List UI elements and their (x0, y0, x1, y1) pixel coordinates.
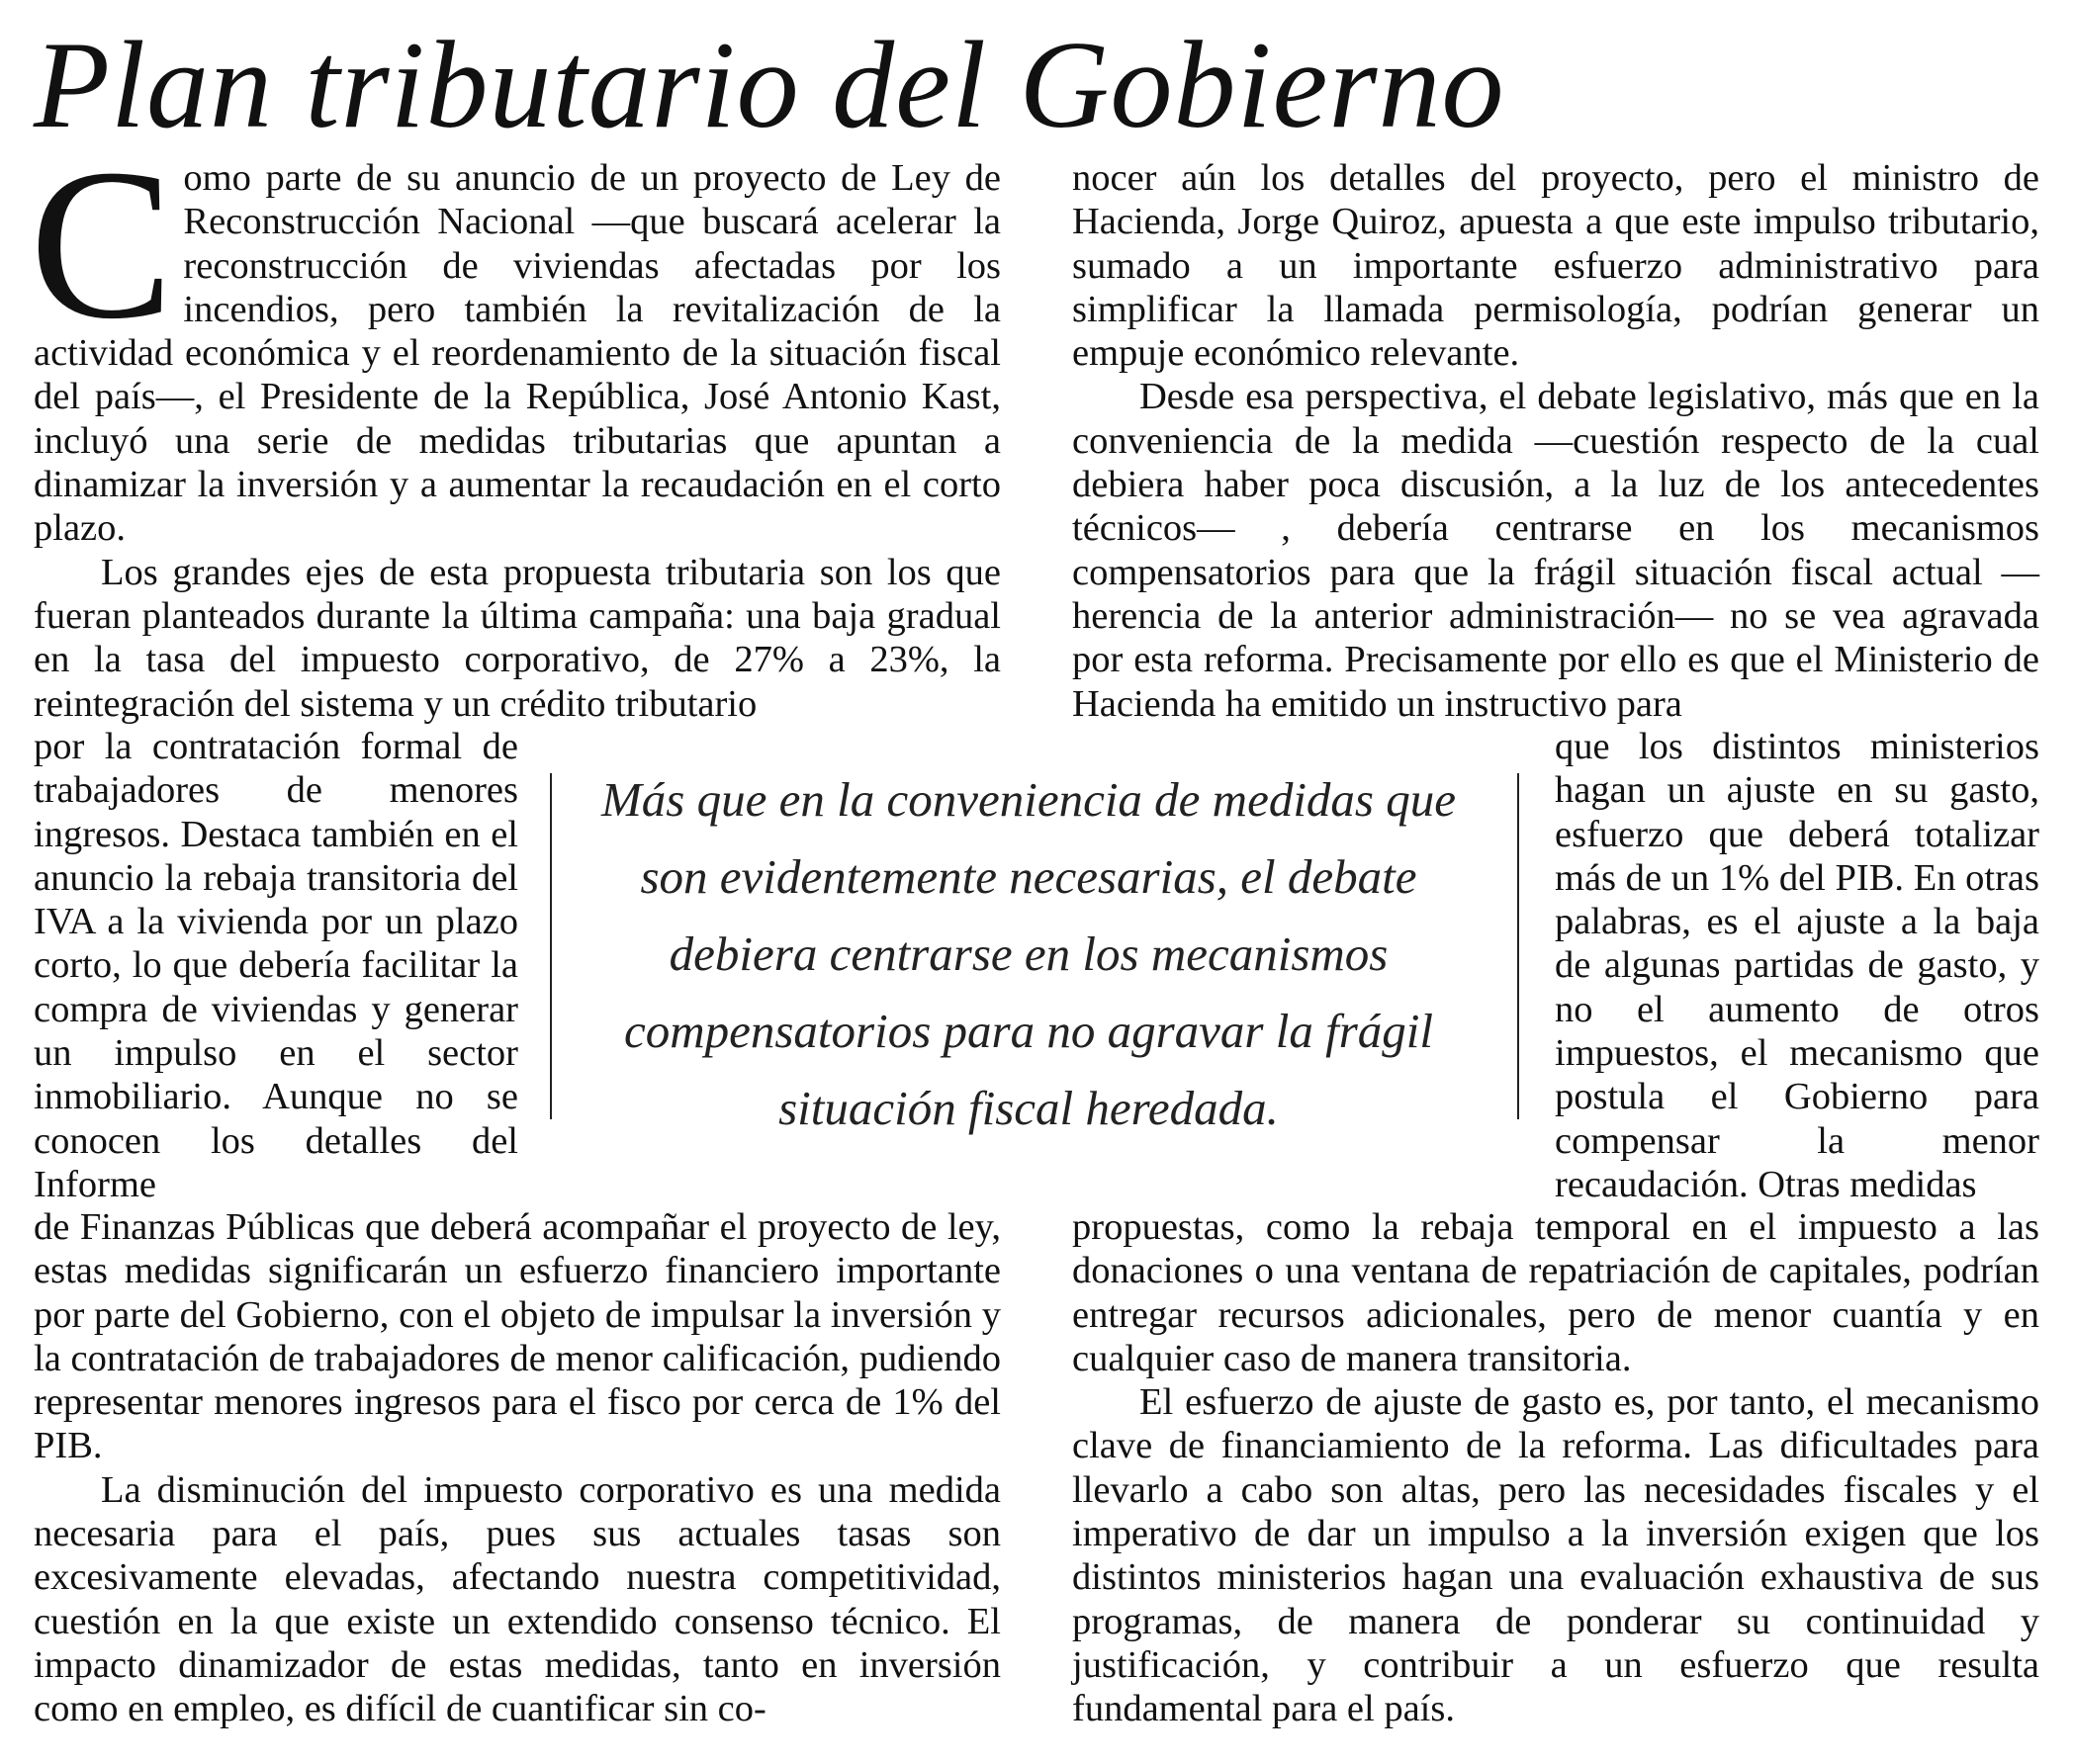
paragraph-2-rest: de Finanzas Públicas que deberá acompañar el proyecto de ley, estas medidas significarán un esfuerzo financiero importante por parte del Gobierno, con el objeto de impulsar la inversión y la contratación de trabajadores de menor calificación, pudiendo representar menores ingresos para el fisco por cerca de 1% del PIB. (34, 1206, 1001, 1467)
right-column-bottom (1072, 1205, 2039, 1731)
left-column-bottom (34, 1205, 1001, 1731)
left-column-top (30, 126, 1001, 726)
pull-quote: Más que en la conveniencia de medidas que son evidentemente necesarias, el debate debiera centrarse en los mecanismos compensatorios para no agravar la frágil situación fiscal heredada. (600, 772, 1457, 1135)
paragraph-1 (30, 126, 1001, 551)
pull-quote-left-rule (550, 773, 552, 1119)
right-paragraph-2-start: Desde esa perspectiva, el debate legislativo, más que en la conveniencia de la medida —cuestión respecto de la cual debiera haber poca discusión, a la luz de los antecedentes técnicos— , debería centrarse en los mecanismos compensatorios para que la frágil situación fiscal actual —herencia de la anterior administración— no se vea agravada por esta reforma. Precisamente por ello es que el Ministerio de Hacienda ha emitido un instructivo para (1072, 376, 2039, 725)
paragraph-2-narrow: por la contratación formal de trabajadores de menores ingresos. Destaca también en el anuncio la rebaja transitoria del IVA a la vivienda por un plazo corto, lo que debería facilitar la compra de viviendas y generar un impulso en el sector inmobiliario. Aunque no se conocen los detalles del Informe (34, 726, 518, 1205)
paragraph-2-start: Los grandes ejes de esta propuesta tributaria son los que fueran planteados durante la última campaña: una baja gradual en la tasa del impuesto corporativo, de 27% a 23%, la reintegración del sistema y un crédito tributario (34, 551, 1001, 725)
paragraph-1-text: omo parte de su anuncio de un proyecto de Ley de Reconstrucción Nacional —que buscará acelerar la reconstrucción de viviendas afectadas por los incendios, pero también la revitalización de la actividad económica y el reordenamiento de la situación fiscal del país—, el Presidente de la República, José Antonio Kast, incluyó una serie de medidas tributarias que apuntan a dinamizar la inversión y a aumentar la recaudación en el corto plazo. (34, 157, 1001, 550)
article-title: Plan tributario del Gobierno (34, 17, 1505, 154)
pull-quote-right-rule (1517, 773, 1519, 1119)
paragraph-3: La disminución del impuesto corporativo es una medida necesaria para el país, pues sus actuales tasas son excesivamente elevadas, afectando nuestra competitividad, cuestión en la que existe un extendido consenso técnico. El impacto dinamizador de estas medidas, tanto en inversión como en empleo, es difícil de cuantificar sin co- (34, 1468, 1001, 1730)
right-paragraph-1: nocer aún los detalles del proyecto, pero el ministro de Hacienda, Jorge Quiroz, apuesta a que este impulso tributario, sumado a un importante esfuerzo administrativo para simplificar la llamada permisología, podrían generar un empuje económico relevante. (1072, 157, 2039, 375)
right-paragraph-2-narrow: que los distintos ministerios hagan un ajuste en su gasto, esfuerzo que deberá totalizar más de un 1% del PIB. En otras palabras, es el ajuste a la baja de algunas partidas de gasto, y no el aumento de otros impuestos, el mecanismo que postula el Gobierno para compensar la menor recaudación. Otras medidas (1555, 726, 2039, 1205)
drop-cap: C (30, 126, 174, 364)
right-column-narrow (1555, 725, 2039, 1206)
right-column-top (1072, 156, 2039, 726)
right-paragraph-3: El esfuerzo de ajuste de gasto es, por tanto, el mecanismo clave de financiamiento de la reforma. Las dificultades para llevarlo a cabo son altas, pero las necesidades fiscales y el imperativo de dar un impulso a la inversión exigen que los distintos ministerios hagan una evaluación exhaustiva de sus programas, de manera de ponderar su continuidad y justificación, y contribuir a un esfuerzo que resulta fundamental para el país. (1072, 1381, 2039, 1730)
right-paragraph-2-rest: propuestas, como la rebaja temporal en el impuesto a las donaciones o una ventana de repatriación de capitales, podrían entregar recursos adicionales, pero de menor cuantía y en cualquier caso de manera transitoria. (1072, 1206, 2039, 1379)
left-column-narrow (34, 725, 518, 1206)
